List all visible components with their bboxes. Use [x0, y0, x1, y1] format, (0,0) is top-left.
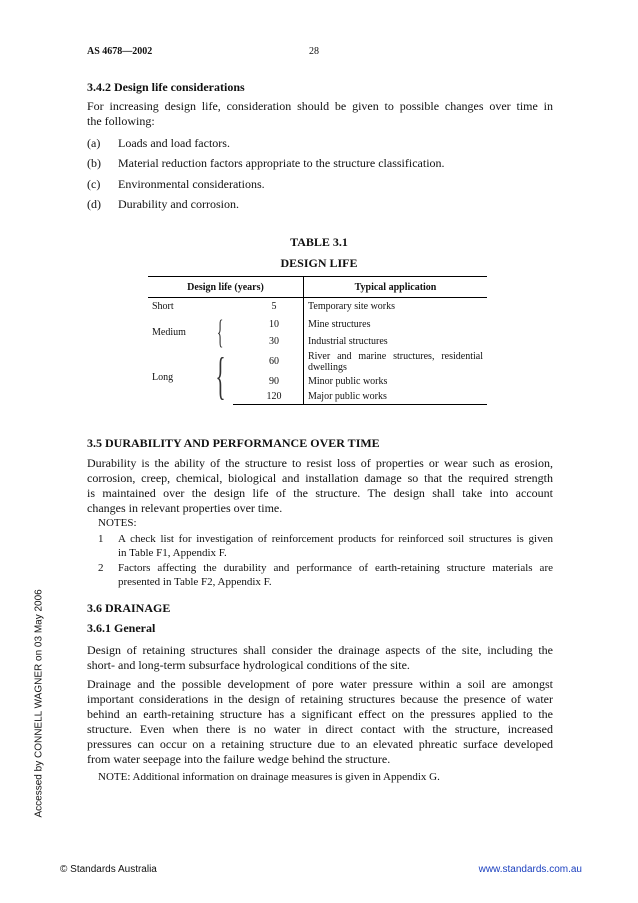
- list-item-text: Environmental considerations.: [118, 177, 265, 191]
- paragraph-line: changes in relevant properties over time.: [87, 501, 283, 515]
- application-line: River and marine structures, residential: [307, 350, 483, 362]
- category-cell: Long: [152, 371, 174, 383]
- section-3-6-1-paragraph-1: [87, 643, 553, 673]
- application-cell: Mine structures: [307, 318, 371, 330]
- list-item-text: Durability and corrosion.: [118, 197, 239, 211]
- note-line: presented in Table F2, Appendix F.: [118, 576, 272, 588]
- list-item-label: (d): [87, 197, 101, 211]
- years-cell: 30: [233, 333, 304, 350]
- category-cell: Medium: [152, 327, 186, 338]
- category-cell: Short: [152, 301, 174, 313]
- design-life-table: [148, 276, 487, 405]
- table-title: DESIGN LIFE: [280, 256, 358, 270]
- years-cell: 120: [233, 389, 304, 405]
- years-cell: 90: [233, 374, 304, 389]
- document-id: AS 4678—2002: [87, 46, 153, 57]
- table-header-row: [148, 277, 487, 298]
- note-line: in Table F1, Appendix F.: [118, 547, 227, 559]
- section-3-6-1-paragraph-2: [87, 677, 553, 767]
- list-item-label: (c): [87, 177, 101, 191]
- footer-copyright: © Standards Australia: [60, 864, 157, 875]
- column-header-design-life: Design life (years): [148, 277, 303, 298]
- section-3-5-paragraph: [87, 456, 553, 516]
- paragraph-line: Design of retaining structures shall consider the drainage aspects of the site, including the: [87, 643, 553, 657]
- years-cell: 60: [233, 350, 304, 374]
- application-cell: Industrial structures: [307, 335, 388, 347]
- list-item-label: (a): [87, 136, 101, 150]
- brace-icon: {: [215, 348, 226, 405]
- column-header-application: Typical application: [303, 277, 487, 298]
- note-number: 1: [98, 533, 104, 545]
- application-cell: Minor public works: [307, 375, 388, 387]
- list-item-label: (b): [87, 156, 101, 170]
- application-line: dwellings: [307, 361, 347, 373]
- section-3-6-heading: 3.6 DRAINAGE: [87, 601, 171, 615]
- paragraph-line: Durability is the ability of the structure to resist loss of properties or wear such as erosion,: [87, 456, 553, 470]
- section-3-5-heading: 3.5 DURABILITY AND PERFORMANCE OVER TIME: [87, 436, 380, 450]
- intro-line: the following:: [87, 114, 155, 128]
- table-row: [148, 298, 487, 316]
- application-cell: Major public works: [303, 389, 487, 405]
- paragraph-line: structure. Even when there is no water in direct contact with the structure, increased: [87, 722, 553, 736]
- section-3-4-2-intro: [87, 99, 553, 129]
- table-row: [148, 350, 487, 374]
- paragraph-line: corrosion, creep, chemical, biological and installation damage so that the required strength: [87, 471, 553, 485]
- section-3-4-2-heading: 3.4.2 Design life considerations: [87, 80, 245, 94]
- paragraph-line: important considerations in the design of retaining structures because the presence of water: [87, 692, 553, 706]
- list-item-text: Loads and load factors.: [118, 136, 230, 150]
- list-item-text: Material reduction factors appropriate to the structure classification.: [118, 156, 445, 170]
- paragraph-line: is maintained over the design life of the structure. The design shall take into account: [87, 486, 553, 500]
- footer-website-link[interactable]: www.standards.com.au: [478, 864, 582, 875]
- access-watermark: Accessed by CONNELL WAGNER on 03 May 2006: [33, 589, 45, 818]
- years-cell: 5: [233, 298, 304, 316]
- paragraph-line: from water seepage into the failure wedge behind the structure.: [87, 752, 391, 766]
- note-text: [118, 532, 553, 560]
- note-number: 2: [98, 562, 104, 574]
- brace-icon: {: [217, 313, 224, 351]
- table-row: [148, 316, 487, 333]
- application-cell: Temporary site works: [307, 301, 396, 313]
- note-line: Factors affecting the durability and performance of earth-retaining structure materials are: [118, 562, 553, 574]
- application-cell: [303, 350, 487, 374]
- years-cell: 10: [233, 316, 304, 333]
- paragraph-line: behind an earth-retaining structure has a significant effect on the pressures applied to the: [87, 707, 553, 721]
- paragraph-line: Drainage and the possible development of pore water pressure within a soil are amongst: [87, 677, 553, 691]
- paragraph-line: short- and long-term subsurface hydrological conditions of the site.: [87, 658, 410, 672]
- table-number: TABLE 3.1: [290, 235, 348, 249]
- note-text: [118, 561, 553, 589]
- page-number: 28: [309, 46, 319, 57]
- intro-line: For increasing design life, consideration should be given to possible changes over time in: [87, 99, 553, 113]
- section-3-6-1-heading: 3.6.1 General: [87, 621, 156, 635]
- paragraph-line: pressures can occur on a retaining structure due to an elevated phreatic surface developed: [87, 737, 553, 751]
- notes-label: NOTES:: [98, 517, 137, 529]
- note-line: A check list for investigation of reinforcement products for reinforced soil structures is given: [118, 533, 553, 545]
- drainage-note: NOTE: Additional information on drainage measures is given in Appendix G.: [98, 771, 440, 783]
